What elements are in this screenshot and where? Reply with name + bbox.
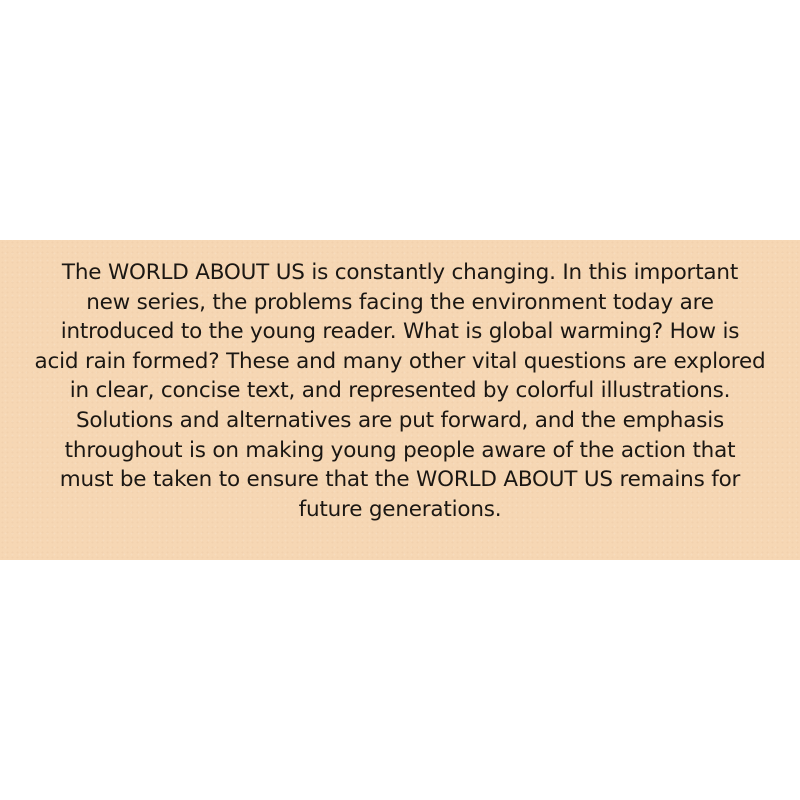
description-line-8: must be taken to ensure that the WORLD ABOUT US remains for (59, 467, 741, 493)
description-line-4: acid rain formed? These and many other vital questions are explored (34, 348, 766, 374)
description-line-1: The WORLD ABOUT US is constantly changing. In this important (61, 260, 739, 285)
description-line-5: in clear, concise text, and represented by colorful illustrations. (69, 378, 731, 404)
description-line-2: new series, the problems facing the environment today are (86, 289, 714, 315)
description-line-6: Solutions and alternatives are put forward, and the emphasis (75, 407, 724, 433)
description-line-7: throughout is on making young people aware of the action that (64, 437, 736, 463)
description-line-3: introduced to the young reader. What is global warming? How is (60, 319, 740, 345)
description-text (14, 258, 786, 524)
description-line-9: future generations. (298, 496, 502, 522)
